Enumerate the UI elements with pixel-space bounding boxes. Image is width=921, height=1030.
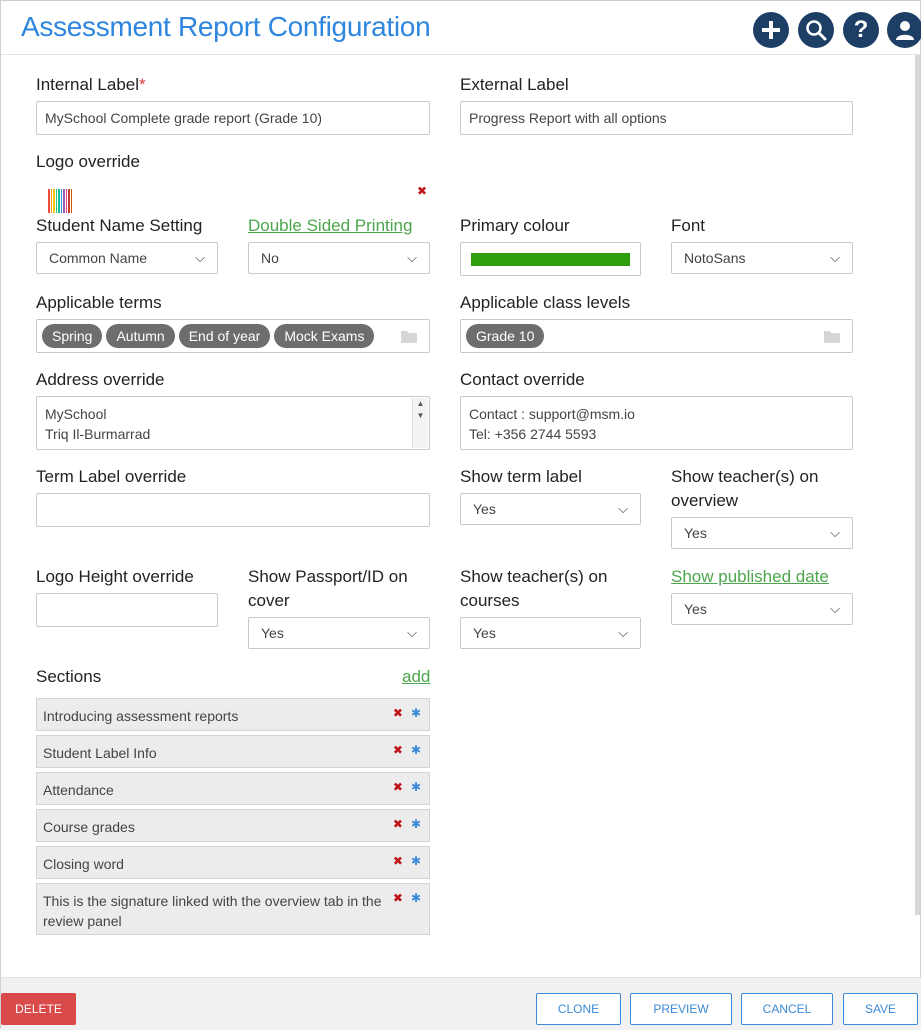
show-term-label-label: Show term label (460, 467, 582, 486)
show-teachers-courses-value: Yes (473, 625, 496, 641)
gear-icon[interactable]: ✱ (410, 891, 421, 905)
account-button[interactable] (887, 12, 921, 48)
logo-height-override-label: Logo Height override (36, 567, 194, 586)
term-tag[interactable]: Mock Exams (274, 324, 374, 348)
section-title: This is the signature linked with the overview tab in the review panel (43, 893, 382, 929)
question-icon: ? (853, 16, 869, 43)
delete-section-icon[interactable]: ✖ (392, 854, 403, 868)
save-button[interactable]: SAVE (843, 993, 918, 1025)
contact-line: Tel: +356 2744 5593 (469, 426, 597, 442)
applicable-terms-label: Applicable terms (36, 293, 162, 312)
section-row[interactable] (36, 772, 430, 805)
delete-section-icon[interactable]: ✖ (392, 706, 403, 720)
external-label-input[interactable]: Progress Report with all options (460, 101, 853, 135)
add-section-link[interactable]: add (402, 667, 431, 686)
show-passport-cover-select[interactable] (248, 617, 430, 649)
chevron-down-icon: ⌵ (830, 601, 840, 616)
delete-section-icon[interactable]: ✖ (392, 780, 403, 794)
font-value: NotoSans (684, 250, 746, 266)
section-row[interactable] (36, 735, 430, 768)
section-title: Attendance (43, 782, 114, 798)
student-name-setting-label: Student Name Setting (36, 216, 203, 235)
chevron-down-icon: ⌵ (407, 625, 417, 640)
section-row[interactable] (36, 846, 430, 879)
show-teachers-overview-select[interactable] (671, 517, 853, 549)
section-row[interactable] (36, 809, 430, 842)
section-title: Student Label Info (43, 745, 157, 761)
double-sided-printing-select[interactable] (248, 242, 430, 274)
address-override-label: Address override (36, 370, 165, 389)
chevron-down-icon: ⌵ (195, 250, 205, 265)
student-name-setting-select[interactable] (36, 242, 218, 274)
page-title: Assessment Report Configuration (21, 11, 431, 42)
font-label: Font (671, 216, 706, 235)
search-icon (805, 19, 827, 41)
primary-colour-label: Primary colour (460, 216, 570, 235)
gear-icon[interactable]: ✱ (410, 854, 421, 868)
clone-button[interactable]: CLONE (536, 993, 621, 1025)
gear-icon[interactable]: ✱ (410, 706, 421, 720)
show-passport-cover-label: Show Passport/ID on cover (248, 567, 408, 610)
remove-logo-icon[interactable]: ✖ (417, 184, 428, 198)
show-published-date-value: Yes (684, 601, 707, 617)
primary-colour-swatch (471, 253, 630, 266)
address-line: Triq Il-Burmarrad (45, 426, 151, 442)
section-row[interactable] (36, 883, 430, 935)
footer-bar (1, 977, 921, 1030)
address-line: MySchool (45, 406, 107, 422)
student-name-setting-value: Common Name (49, 250, 148, 266)
contact-override-label: Contact override (460, 370, 585, 389)
term-tag[interactable]: End of year (179, 324, 271, 348)
page-header (1, 1, 921, 55)
folder-icon[interactable] (824, 330, 840, 343)
font-select[interactable] (671, 242, 853, 274)
contact-override-textarea[interactable] (460, 396, 853, 450)
applicable-terms-field[interactable] (36, 319, 430, 353)
cancel-button[interactable]: CANCEL (741, 993, 833, 1025)
external-label-label: External Label (460, 75, 569, 94)
show-teachers-courses-label: Show teacher(s) on courses (460, 567, 608, 610)
textarea-scrollbar[interactable] (412, 398, 428, 448)
show-teachers-courses-select[interactable] (460, 617, 641, 649)
applicable-class-levels-label: Applicable class levels (460, 293, 631, 312)
add-button[interactable] (753, 12, 789, 48)
delete-section-icon[interactable]: ✖ (392, 743, 403, 757)
section-title: Course grades (43, 819, 135, 835)
delete-button[interactable]: DELETE (1, 993, 76, 1025)
chevron-down-icon: ⌵ (618, 625, 628, 640)
required-mark: * (139, 75, 146, 94)
folder-icon[interactable] (401, 330, 417, 343)
section-title: Introducing assessment reports (43, 708, 239, 724)
term-label-override-label: Term Label override (36, 467, 187, 486)
show-term-label-select[interactable] (460, 493, 641, 525)
delete-section-icon[interactable]: ✖ (392, 891, 403, 905)
applicable-class-levels-field[interactable] (460, 319, 853, 353)
scrollbar[interactable] (915, 55, 920, 915)
show-published-date-link[interactable]: Show published date (671, 567, 829, 586)
show-term-label-value: Yes (473, 501, 496, 517)
gear-icon[interactable]: ✱ (410, 817, 421, 831)
contact-line: Contact : support@msm.io (469, 406, 635, 422)
show-published-date-select[interactable] (671, 593, 853, 625)
show-teachers-overview-value: Yes (684, 525, 707, 541)
logo-thumbnail[interactable] (48, 189, 72, 213)
chevron-down-icon: ⌵ (830, 250, 840, 265)
chevron-down-icon: ⌵ (830, 525, 840, 540)
scroll-up-icon[interactable]: ▲ (416, 399, 425, 408)
chevron-down-icon: ⌵ (618, 501, 628, 516)
preview-button[interactable]: PREVIEW (630, 993, 732, 1025)
logo-height-override-input[interactable] (36, 593, 218, 627)
show-teachers-overview-label: Show teacher(s) on overview (671, 467, 819, 510)
scroll-down-icon[interactable]: ▼ (416, 411, 425, 420)
logo-override-label: Logo override (36, 152, 140, 171)
internal-label-label: Internal Label* (36, 75, 146, 94)
help-button[interactable] (843, 12, 879, 48)
delete-section-icon[interactable]: ✖ (392, 817, 403, 831)
section-title: Closing word (43, 856, 124, 872)
chevron-down-icon: ⌵ (407, 250, 417, 265)
gear-icon[interactable]: ✱ (410, 780, 421, 794)
primary-colour-picker[interactable] (460, 242, 641, 276)
gear-icon[interactable]: ✱ (410, 743, 421, 757)
term-tag[interactable]: Autumn (106, 324, 174, 348)
address-override-textarea[interactable] (36, 396, 430, 450)
double-sided-printing-link[interactable]: Double Sided Printing (248, 216, 413, 235)
user-icon (894, 19, 916, 41)
term-label-override-input[interactable] (36, 493, 430, 527)
search-button[interactable] (798, 12, 834, 48)
class-level-tag[interactable]: Grade 10 (466, 324, 544, 348)
double-sided-printing-value: No (261, 250, 279, 266)
sections-label: Sections (36, 667, 102, 686)
internal-label-input[interactable]: MySchool Complete grade report (Grade 10) (36, 101, 430, 135)
section-row[interactable] (36, 698, 430, 731)
plus-icon (760, 19, 782, 41)
term-tag[interactable]: Spring (42, 324, 102, 348)
show-passport-cover-value: Yes (261, 625, 284, 641)
